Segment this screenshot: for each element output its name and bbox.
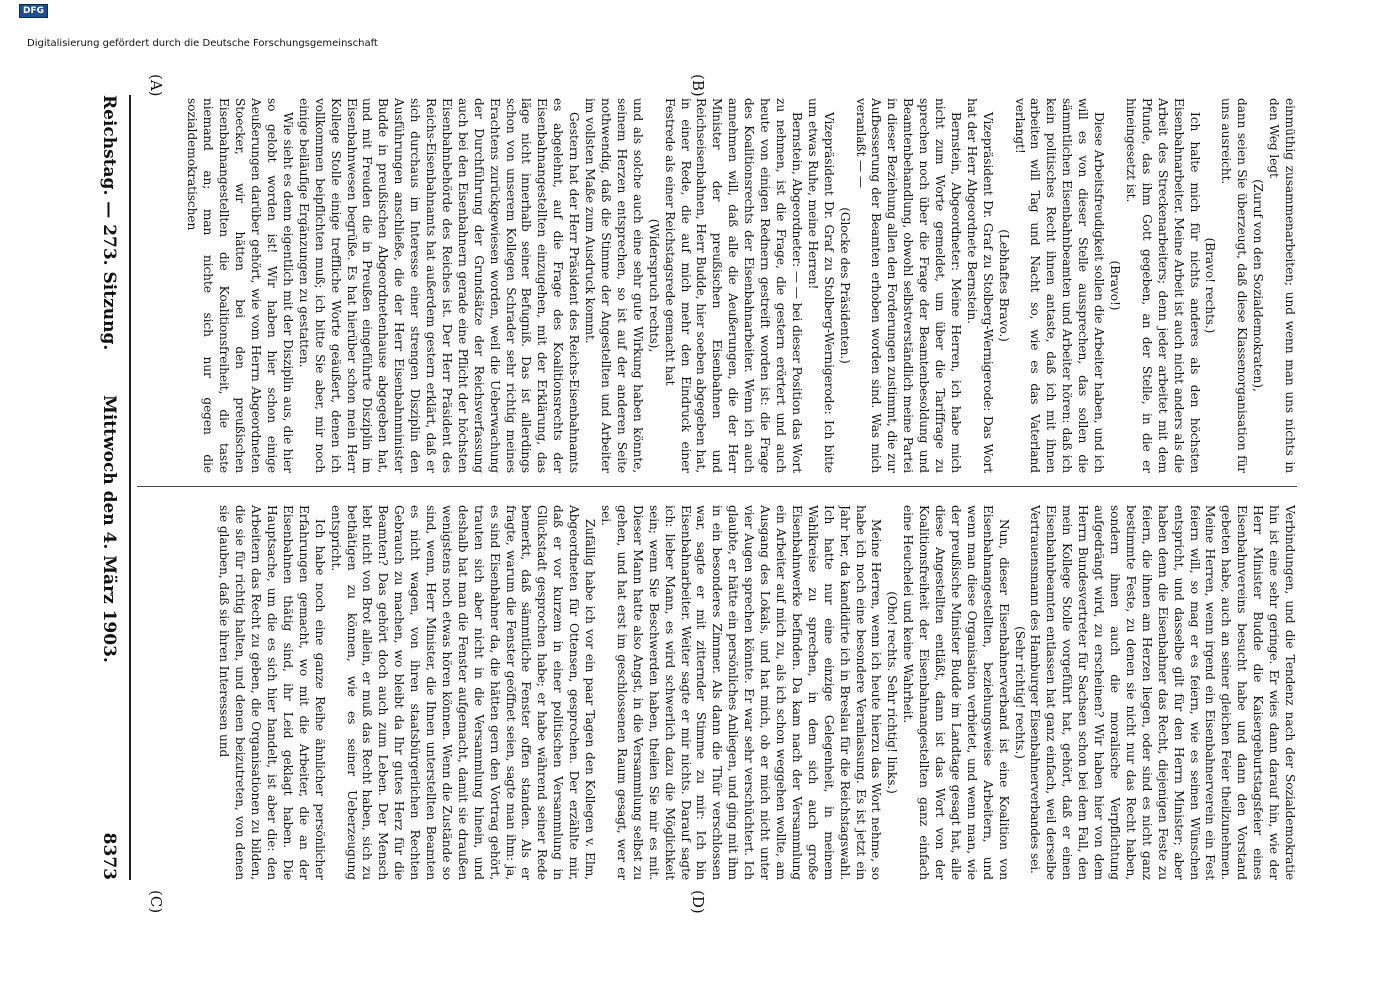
paragraph: Wie sieht es denn eigentlich mit der Disziplin aus, die hier so gelobt worden ist! Wir haben hier schon einige Aeußerungen darüber gehört, wie vom Herrn Abgeordneten Stoecker, wir hätten bei den preußischen Eisenbahnangestellten die Koalitionsfreiheit, die taste niemand an; man nichte sich nur gegen die sozialdemokratischen bbox=[185, 98, 295, 473]
paragraph: Gestern hat der Herr Präsident des Reichs-Eisenbahnamts es abgelehnt, auf die Frage des Koalitionsrechts der Eisenbahnangestellten einzugehen, mit der Erklärung, das läge nicht innerhalb seiner Befugniß. Das ist allerdings schon von unserem Kollegen Schrader sehr richtig meines Erachtens zurückgewiesen worden, weil die Ueberwachung der Durchführung der Grundsätze der Reichsverfassung auch bei den Eisenbahnern gerade eine Pflicht der höchsten Eisenbahnbehörde des Reiches ist. Der Herr Präsident des Reichs-Eisenbahnamts hat außerdem gestern erklärt, daß er sich durchaus im Interesse einer strengen Disziplin den Ausführungen anschließe, die der Herr Eisenbahnminister Budde in preußischen Abgeordnetenhause abgegeben hat, und mit Freuden die in Preußen eingeführte Disziplin im Eisenbahnwesen begrüße. Es hat hierüber schon mein Herr Kollege Stolle einige treffliche Worte geäußert, denen ich vollkommen beipflichten muß; ich bitte Sie aber, mir noch einige beiläufige Ergänzungen zu gestatten. bbox=[296, 98, 582, 473]
margin-mark-b: (B) bbox=[689, 74, 707, 97]
column-divider bbox=[137, 486, 1297, 487]
speaker-paragraph: Vizepräsident Dr. Graf zu Stolberg-Wernigerode: Ich bitte um etwas Ruhe, meine Herren! bbox=[805, 98, 836, 473]
margin-mark-c: (C) bbox=[147, 890, 165, 914]
left-text-column bbox=[137, 98, 1297, 473]
digitization-text: Digitalisierung gefördert durch die Deutsche Forschungsgemeinschaft bbox=[27, 38, 378, 49]
speaker-paragraph: Bernstein, Abgeordneter: Meine Herren, ich habe mich nicht zum Worte gemeldet, um über die Tariffrage zu sprechen noch über die Frage der Beamtenbesoldung und Beamtenbehandlung, obwohl selbstverständlich meine Partei in dieser Beziehung allen den Forderungen zustimmt, die zur Aufbesserung der Beamten erhoben worden sind. Was mich veranlaßt — — bbox=[853, 98, 963, 473]
paragraph: und als solche auch eine sehr gute Wirkung haben könnte, seinem Herzen entsprechen, so ist auf der anderen Seite nothwendig, daß die Stimme der Angestellten und Arbeiter im vollsten Maße zum Ausdruck kommt. bbox=[583, 98, 645, 473]
paragraph: dann seien Sie überzeugt, daß diese Klassenorganisation für uns ausreicht. bbox=[1219, 98, 1250, 473]
paragraph: Ich habe noch eine ganze Reihe ähnlicher persönlicher Erfahrungen gemacht, wo mit die Arbeiter, die an der Eisenbahnen thätig sind, ihr Leid geklagt haben. Die Hauptsache, um die es sich hier handelt, ist aber die: den Arbeitern das Recht zu geben, die Organisationen zu bilden, die sie für richtig halten, und denen beizutreten, von denen sie glauben, daß sie ihren Interessen und bbox=[217, 505, 327, 880]
page-number: 8373 bbox=[99, 832, 119, 880]
header-rule bbox=[129, 95, 131, 880]
margin-mark-a: (A) bbox=[147, 74, 165, 97]
header-left-title: Reichstag. — 273. Sitzung. bbox=[99, 95, 119, 351]
paragraph: Ich halte mich für nichts anderes als den höchsten Eisenbahnarbeiter. Meine Arbeit ist auch nicht anders als die Arbeit des Streckenarbeiters; denn jeder arbeitet mit dem Pfunde, das ihm Gott gegeben, an der Stelle, in die er hineingesetzt ist. bbox=[1123, 98, 1202, 473]
speaker-paragraph: Bernstein, Abgeordneter: — — bei dieser Position das Wort zu nehmen, ist die Frage, die gestern erörtert und auch heute von einigen Rednern gestreift worden ist: die Frage des Koalitionsrechts der Eisenbahnarbeiter. Wenn ich auch annehmen will, daß alle die Aeußerungen, die der Herr Minister der preußischen Eisenbahnen und Reichseisenbahnen, Herr Budde, hier soeben abgegeben hat, in einer Rede, die auf mich mehr den Eindruck einer Festrede als einer Reichstagsrede gemacht hat bbox=[662, 98, 804, 473]
interjection: (Sehr richtig! rechts.) bbox=[1012, 626, 1027, 759]
margin-mark-d: (D) bbox=[689, 890, 707, 914]
paragraph: Nun, dieser Eisenbahnerverband ist eine Koalition von Eisenbahnangestellten, beziehungsweise Arbeitern, und wenn man diese Organisation verbietet, und wenn man, wie der preußische Minister Budde im Landtage gesagt hat, alle diese Angestellten entläßt, dann ist das Wort von der Koalitionsfreiheit der Eisenbahnangestellten ganz einfach eine Heuchelei und keine Wahrheit. bbox=[901, 505, 1011, 880]
header-date: Mittwoch den 4. März 1903. bbox=[99, 395, 119, 663]
paragraph: Zufällig habe ich vor ein paar Tagen den Kollegen v. Elm, Abgeordneten für Ottensen, gesprochen. Der erzählte mir, daß er vor kurzem in einer politischen Versammlung in Glückstadt gesprochen habe; er habe während seiner Rede bemerkt, daß sämmtliche Fenster offen standen. Als er fragte, warum die Fenster geöffnet seien, sagte man ihm: ja, es sind Eisenbahner da, die hätten gern den Vortrag gehört, trauten sich aber nicht in die Versammlung hinein, und deshalb hat man die Fenster aufgemacht, damit sie draußen wenigstens noch etwas hören können. Wenn die Zustände so sind, wenn, Herr Minister, die Ihnen unterstellten Beamten es nicht wagen, von ihren staatsbürgerlichen Rechten Gebrauch zu machen, wo bleibt da Ihr gutes Herz für die Beamten? Das gehört doch auch zum Leben. Der Mensch lebt nicht von Brot allein, er muß das Recht haben, sich zu bethätigen zu können, wie es seiner Ueberzeugung entspricht. bbox=[328, 505, 598, 880]
interjection: (Glocke des Präsidenten.) bbox=[837, 207, 852, 364]
paragraph: Verbindungen, und die Tendenz nach der Sozialdemokratie hin ist eine sehr geringe. Er wies dann darauf hin, wie der Herr Minister Budde die Kaisergeburtstagsfeier eines Eisenbahnvereins besucht habe und dann den Vorstand gebeten habe, auch an seiner gleichen Feier theilzunehmen. Meine Herren, wenn irgend ein Eisenbahnerverein ein Fest feiern will, so mag er es feiern, wie es seinen Wünschen entspricht, und dasselbe gilt für den Herrn Minister; aber haben denn die Eisenbahner das Recht, diejenigen Feste zu feiern, die ihnen am Herzen liegen, oder sind es nicht ganz bestimmte Feste, zu denen sie nicht nur das Recht haben, sondern ihnen auch die moralische Verpflichtung aufgedrängt wird, zu erscheinen? Wir haben hier von dem Herrn Bundesvertreter für Sachsen schon bei dem Fall, den mein Kollege Stolle vorgeführt hat, gehört, daß er einen Eisenbahnbeamten entlassen hat ganz einfach, weil derselbe Vertrauensmann des Hamburger Eisenbahnerverbandes sei. bbox=[1028, 505, 1297, 880]
interjection: (Bravo! rechts.) bbox=[1203, 237, 1218, 334]
dfg-logo: DFG bbox=[19, 4, 48, 18]
digitization-note bbox=[27, 38, 378, 49]
interjection: (Widerspruch rechts), bbox=[646, 218, 661, 353]
speaker-paragraph: Vizepräsident Dr. Graf zu Stolberg-Wernigerode: Das Wort hat der Herr Abgeordnete Bernstein. bbox=[964, 98, 995, 473]
interjection: (Lebhaftes Bravo.) bbox=[996, 229, 1011, 342]
right-text-column bbox=[137, 505, 1297, 880]
paragraph: einmüthig zusammenarbeiten; und wenn man uns nichts in den Weg legt bbox=[1267, 98, 1297, 473]
interjection: (Zuruf von den Sozialdemokraten), bbox=[1251, 179, 1266, 392]
paragraph: Meine Herren, wenn ich heute hierzu das Wort nehme, so habe ich noch eine besondere Veranlassung. Es ist jetzt ein Jahr her, da kandidirte ich in Breslau für die Reichstagswahl. Ich hatte nur eine einzige Gelegenheit, in meinem Wahlkreise zu sprechen, in dem sich auch große Eisenbahnwerke befinden. Da kam nach der Versammlung ein Arbeiter auf mich zu, als ich schon weggehen wollte, am Ausgang des Lokals, und hat mich, ob er mich nicht unter vier Augen sprechen könnte. Er war sehr verschüchtert. Ich glaubte, er hätte ein persönliches Anliegen, und ging mit ihm in ein besonderes Zimmer. Als dann die Thür verschlossen war, sagte er mit zitternder Stimme zu mir: Ich bin Eisenbahnarbeiter. Weiter sagte er mir nichts. Darauf sagte ich: lieber Mann, es wird schwerlich dazu die Möglichkeit sein; wenn Sie Beschwerden haben, theilen Sie mir es mit. Dieser Mann hatte also Angst, in die Versammlung selbst zu gehen, und hat erst im geschlossenen Raum gesagt, wer er sei. bbox=[599, 505, 884, 880]
page-header bbox=[93, 95, 119, 880]
paragraph: Diese Arbeitsfreudigkeit sollen die Arbeiter haben, und ich will es von dieser Stelle aussprechen, das sollen die sämmtlichen Eisenbahnbeamten und Arbeiter hören: daß ich kein politisches Recht ihnen antaste, daß ich mit ihnen arbeiten will Tag und Nacht so, wie es das Vaterland verlangt! bbox=[1012, 98, 1107, 473]
interjection: (Oho! rechts. Sehr richtig! links.) bbox=[885, 591, 900, 794]
interjection: (Bravo!) bbox=[1108, 260, 1123, 311]
